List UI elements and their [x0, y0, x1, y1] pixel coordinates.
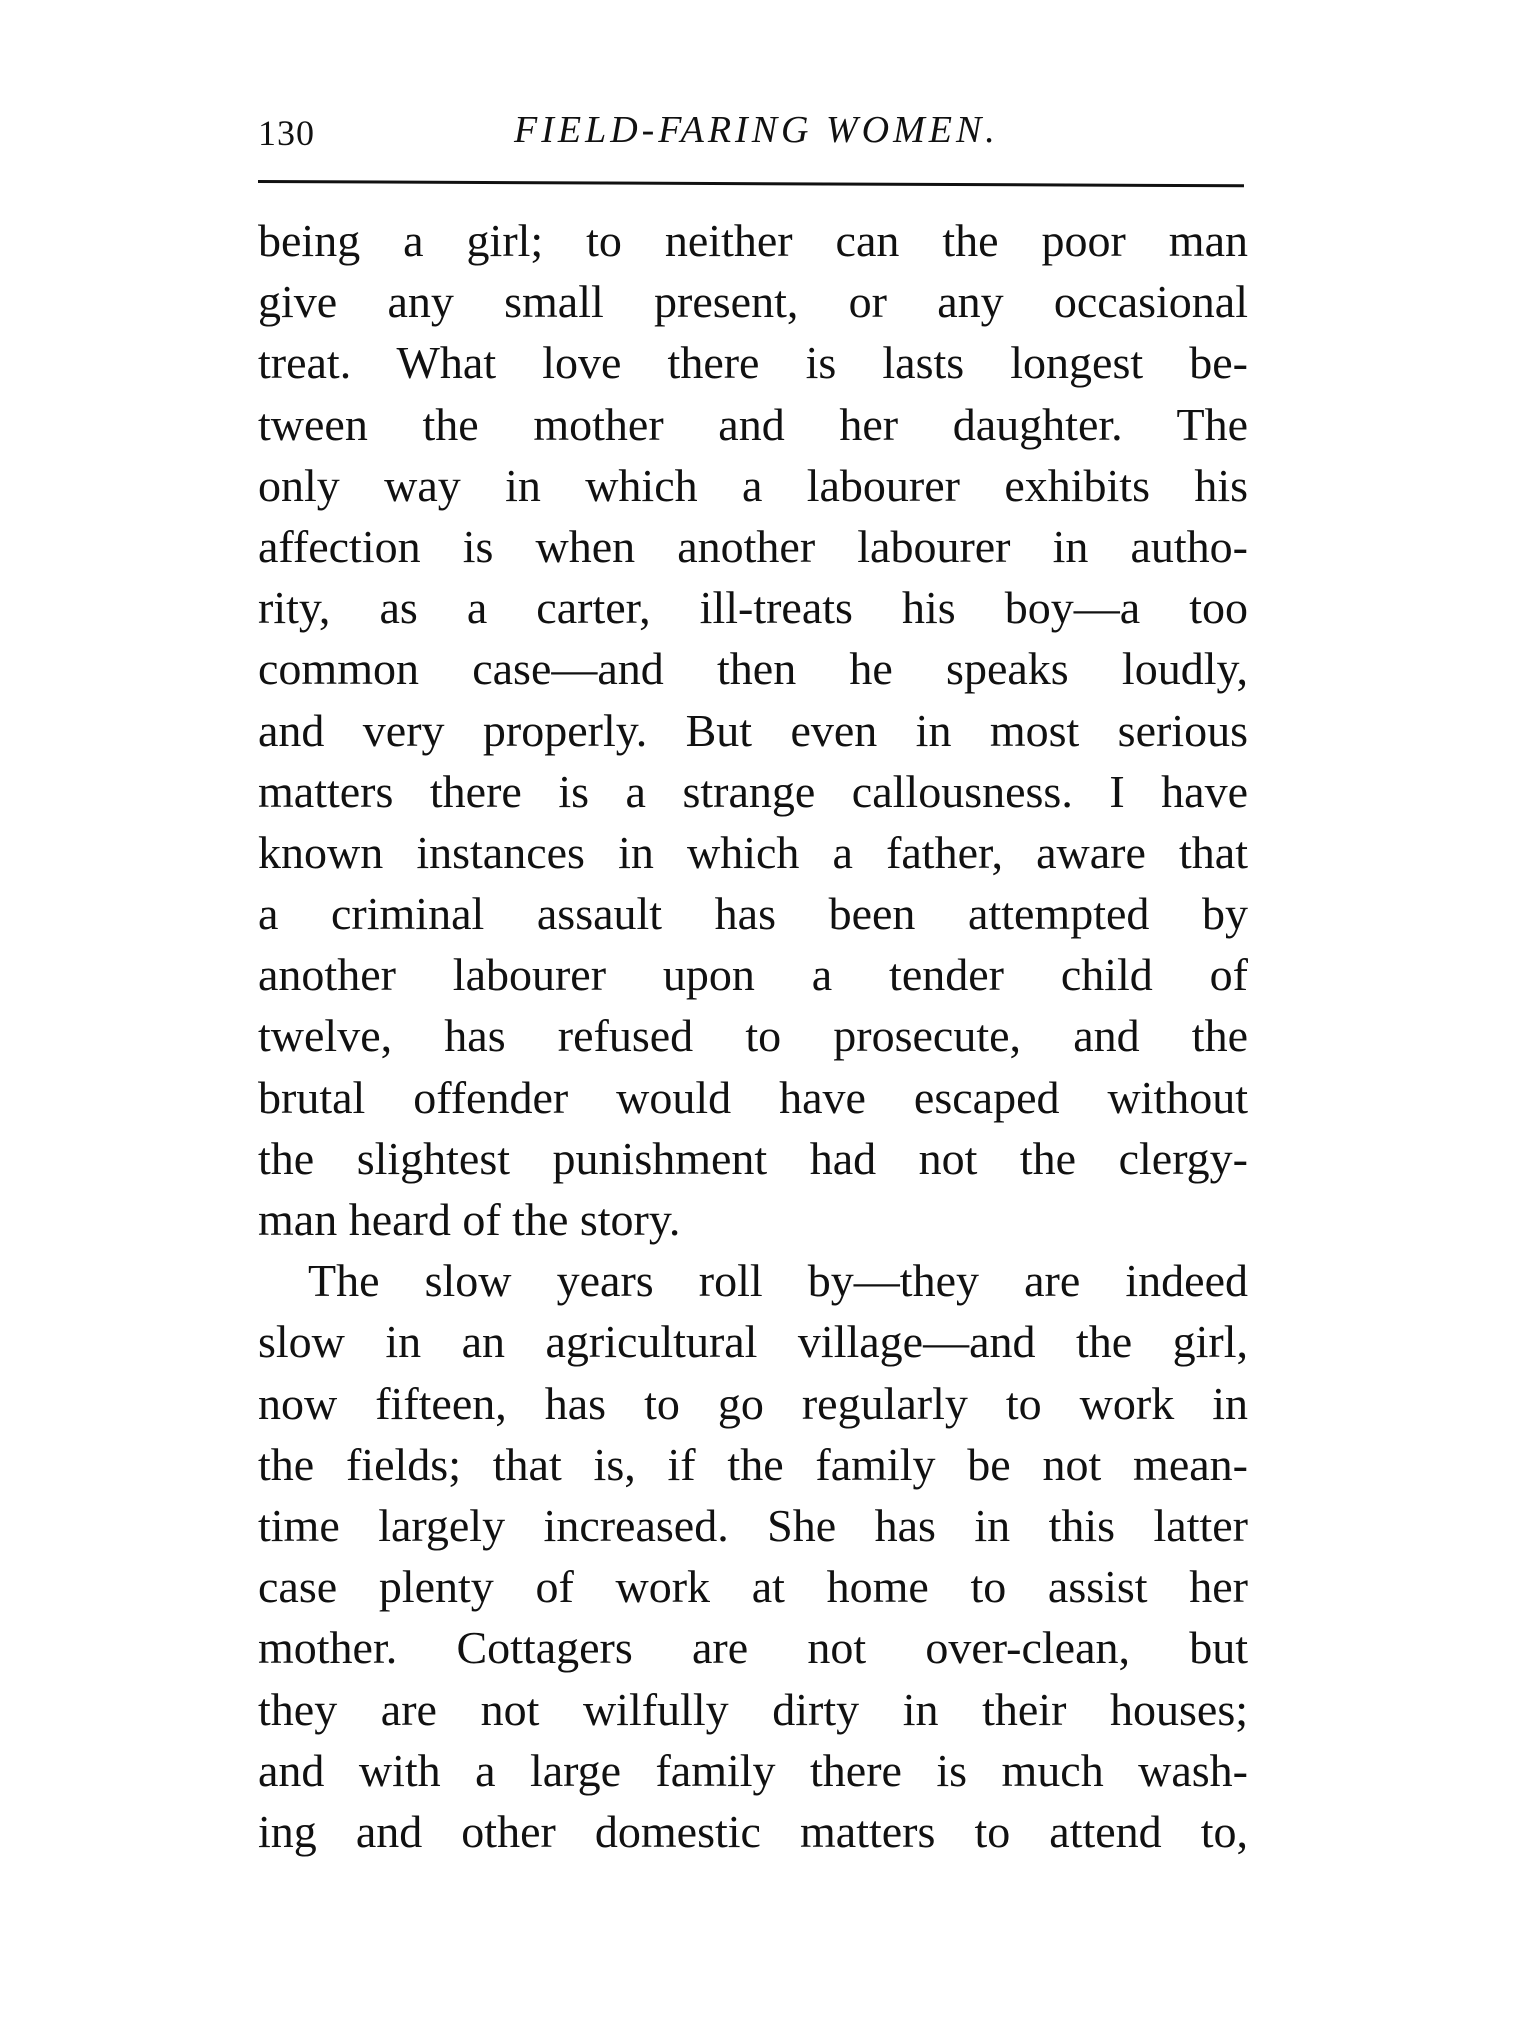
text-line: common case—and then he speaks loudly,	[258, 643, 1248, 695]
text-line: give any small present, or any occasional	[258, 276, 1248, 328]
text-line: and very properly. But even in most serious	[258, 704, 1248, 756]
text-line: known instances in which a father, aware that	[258, 826, 1248, 878]
text-line: man heard of the story.	[258, 1194, 681, 1245]
text-line: brutal offender would have escaped without	[258, 1071, 1248, 1123]
header-rule	[258, 180, 1244, 187]
text-line: matters there is a strange callousness. I have	[258, 765, 1248, 817]
running-title: FIELD-FARING WOMEN.	[514, 109, 999, 151]
text-line: tween the mother and her daughter. The	[258, 398, 1248, 450]
text-line: time largely increased. She has in this latter	[258, 1499, 1248, 1551]
text-line: they are not wilfully dirty in their houses;	[258, 1683, 1248, 1735]
text-line: twelve, has refused to prosecute, and the	[258, 1010, 1248, 1062]
text-line: case plenty of work at home to assist her	[258, 1561, 1248, 1613]
text-line: treat. What love there is lasts longest be-	[258, 337, 1248, 389]
body-text	[258, 210, 1248, 1862]
text-line: ing and other domestic matters to attend to,	[258, 1805, 1248, 1857]
text-line: rity, as a carter, ill-treats his boy—a too	[258, 582, 1248, 634]
text-line: The slow years roll by—they are indeed	[308, 1255, 1248, 1307]
text-line: the fields; that is, if the family be not mean-	[258, 1438, 1248, 1490]
text-line: only way in which a labourer exhibits his	[258, 459, 1248, 511]
text-line: affection is when another labourer in autho-	[258, 520, 1248, 572]
running-head	[258, 108, 1248, 168]
text-line: mother. Cottagers are not over-clean, but	[258, 1622, 1248, 1674]
text-line: the slightest punishment had not the clergy-	[258, 1132, 1248, 1184]
text-line: being a girl; to neither can the poor man	[258, 215, 1248, 266]
text-line: now fifteen, has to go regularly to work in	[258, 1377, 1248, 1429]
text-line: another labourer upon a tender child of	[258, 949, 1248, 1001]
text-line: a criminal assault has been attempted by	[258, 888, 1248, 940]
text-line: slow in an agricultural village—and the girl,	[258, 1316, 1248, 1368]
page-number: 130	[258, 113, 315, 153]
text-line: and with a large family there is much wash-	[258, 1744, 1248, 1796]
